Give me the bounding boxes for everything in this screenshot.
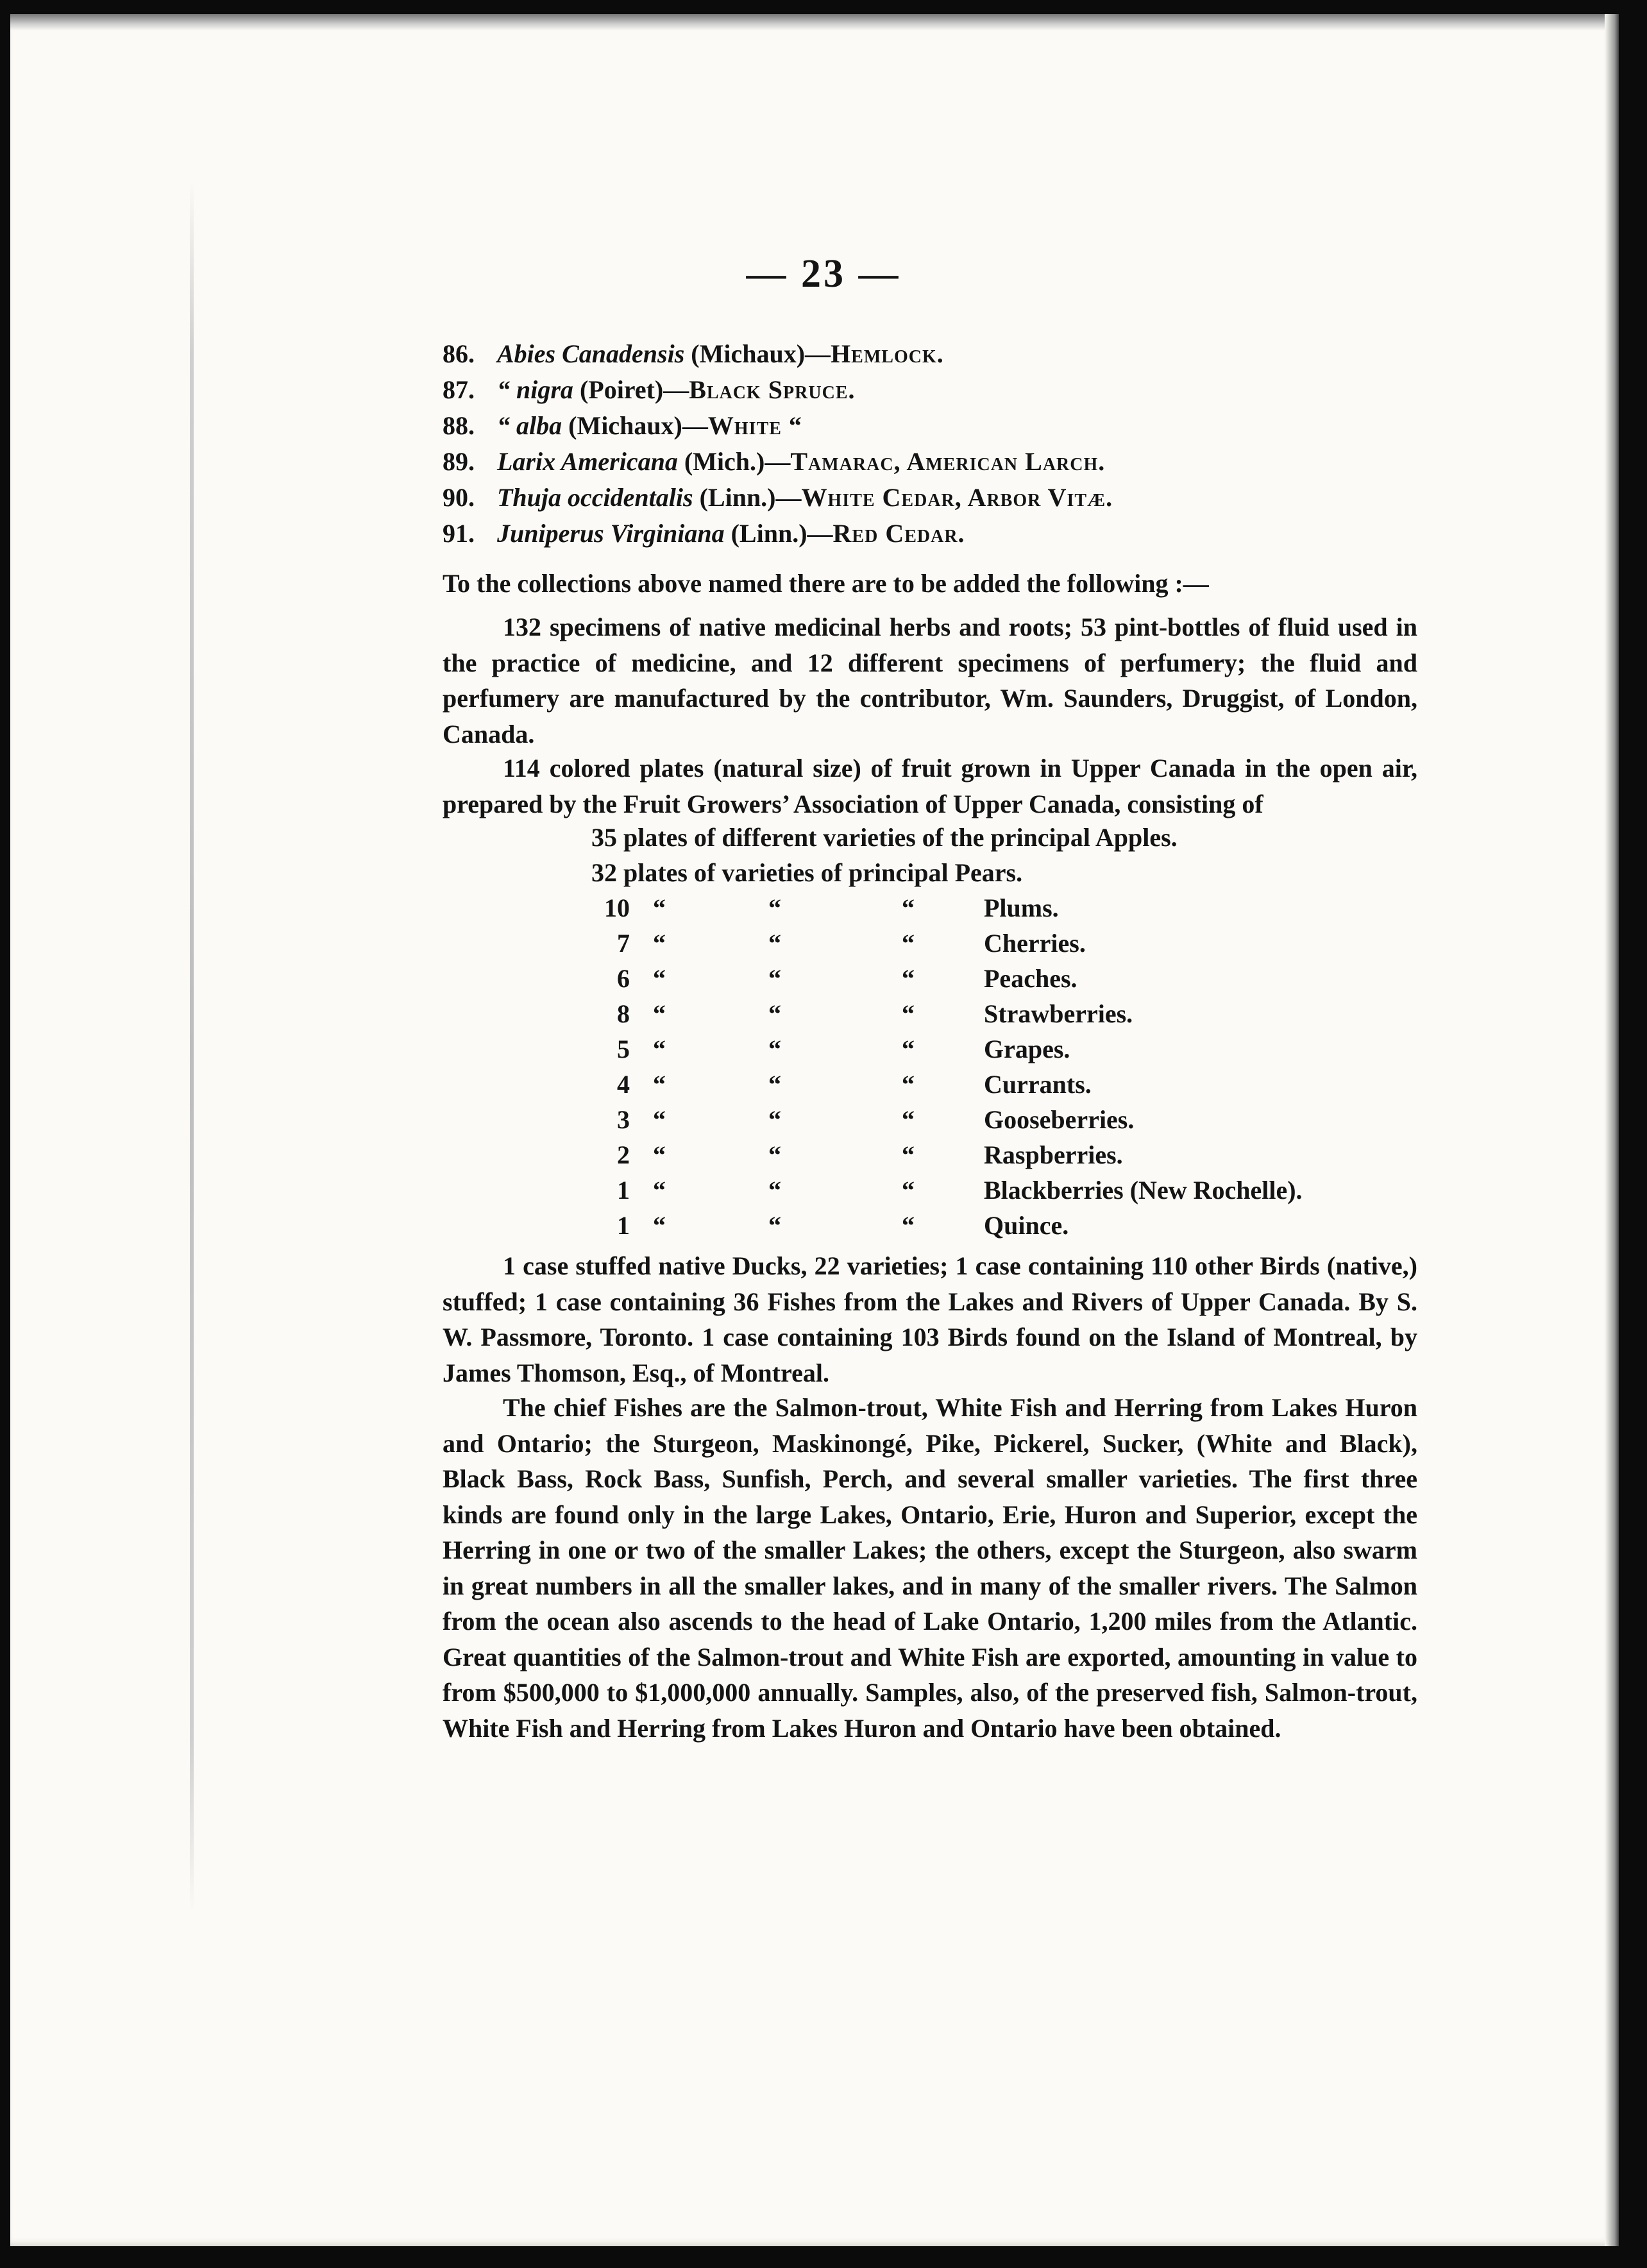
tree-latin-name: Abies Canadensis <box>497 339 685 368</box>
tree-common-name: White Cedar, Arbor Vitæ. <box>801 483 1113 512</box>
ditto-mark: “ <box>902 1211 915 1240</box>
ditto-mark: “ <box>653 893 666 922</box>
tree-entry <box>443 446 1105 477</box>
tree-common-name: Red Cedar. <box>832 519 965 548</box>
plate-count: 3 <box>617 1105 630 1134</box>
plate-fruit: Peaches. <box>984 964 1077 993</box>
tree-latin-name: “ nigra <box>497 375 573 404</box>
tree-latin-name: Thuja occidentalis <box>497 483 693 512</box>
plate-fruit: Blackberries (New Rochelle). <box>984 1176 1303 1205</box>
plate-count: 1 <box>617 1211 630 1240</box>
tree-common-name: Tamarac, American Larch. <box>790 447 1106 476</box>
ditto-mark: “ <box>902 929 915 958</box>
tree-latin-name: “ alba <box>497 411 562 440</box>
ditto-mark: “ <box>653 964 666 993</box>
plate-fruit: Quince. <box>984 1211 1069 1240</box>
tree-authority: (Michaux)— <box>562 411 708 440</box>
fishes-paragraph: The chief Fishes are the Salmon-trout, White Fish and Herring from Lakes Huron and Ontario; the Sturgeon, Maskinongé, Pike, Pickerel, Sucker, (White and Black), Black Bass, Rock Bass, Sunfish, Perch, and several smaller varieties. The first three kinds are found only in the large Lakes, Ontario, Erie, Huron and Superior, except the Herring in one or two of the smaller Lakes; the others, except the Sturgeon, also swarm in great numbers in all the smaller lakes, and in many of the smaller rivers. The Salmon from the ocean also ascends to the head of Lake Ontario, 1,200 miles from the Atlantic. Great quantities of the Salmon-trout and White Fish are exported, amounting in value to from $500,000 to $1,000,000 annually. Samples, also, of the preserved fish, Salmon-trout, White Fish and Herring from Lakes Huron and Ontario have been obtained. <box>443 1393 1417 1743</box>
right-edge-shadow <box>1605 14 1619 2246</box>
plates-pears: 32 plates of varieties of principal Pears. <box>591 858 1023 887</box>
tree-authority: (Poiret)— <box>573 375 689 404</box>
ditto-mark: “ <box>902 999 915 1028</box>
ditto-mark: “ <box>768 893 781 922</box>
ditto-mark: “ <box>653 999 666 1028</box>
ditto-mark: “ <box>768 964 781 993</box>
plate-fruit: Currants. <box>984 1070 1092 1099</box>
ditto-mark: “ <box>653 1105 666 1134</box>
ditto-mark: “ <box>902 964 915 993</box>
binding-mark <box>190 181 194 1913</box>
plate-fruit: Grapes. <box>984 1035 1070 1063</box>
plate-fruit: Raspberries. <box>984 1140 1123 1169</box>
ditto-mark: “ <box>653 1035 666 1063</box>
plate-count: 5 <box>617 1035 630 1063</box>
plate-count: 8 <box>617 999 630 1028</box>
plates-paragraph: 114 colored plates (natural size) of fruit grown in Upper Canada in the open air, prepared by the Fruit Growers’ Association of Upper Canada, consisting of <box>443 754 1417 818</box>
plate-fruit: Cherries. <box>984 929 1086 958</box>
herbs-paragraph: 132 specimens of native medicinal herbs and roots; 53 pint-bottles of fluid used in the practice of medicine, and 12 different specimens of perfumery; the fluid and perfumery are manufactured by the contributor, Wm. Saunders, Druggist, of London, Canada. <box>443 613 1417 749</box>
tree-number: 90. <box>443 483 475 512</box>
ditto-mark: “ <box>902 1176 915 1205</box>
tree-entry <box>443 410 802 441</box>
ditto-mark: “ <box>768 999 781 1028</box>
tree-latin-name: Juniperus Virginiana <box>497 519 725 548</box>
ditto-mark: “ <box>902 1140 915 1169</box>
plate-count: 10 <box>604 893 630 922</box>
tree-number: 86. <box>443 339 475 368</box>
ditto-mark: “ <box>768 1105 781 1134</box>
ditto-mark: “ <box>768 1211 781 1240</box>
tree-authority: (Mich.)— <box>677 447 791 476</box>
plate-count: 7 <box>617 929 630 958</box>
ditto-mark: “ <box>653 1211 666 1240</box>
ditto-mark: “ <box>653 1140 666 1169</box>
plate-fruit: Gooseberries. <box>984 1105 1135 1134</box>
plate-fruit: Plums. <box>984 893 1059 922</box>
plate-count: 1 <box>617 1176 630 1205</box>
tree-authority: (Linn.)— <box>693 483 802 512</box>
ditto-mark: “ <box>768 929 781 958</box>
tree-number: 87. <box>443 375 475 404</box>
plate-count: 2 <box>617 1140 630 1169</box>
ditto-mark: “ <box>768 1176 781 1205</box>
tree-entry <box>443 482 1113 512</box>
ditto-mark: “ <box>768 1070 781 1099</box>
ditto-mark: “ <box>902 1035 915 1063</box>
top-edge-shadow <box>10 14 1619 31</box>
tree-latin-name: Larix Americana <box>497 447 678 476</box>
ditto-mark: “ <box>653 1070 666 1099</box>
plate-count: 6 <box>617 964 630 993</box>
ditto-mark: “ <box>902 1105 915 1134</box>
tree-entry <box>443 339 944 369</box>
page-number: — 23 — <box>746 252 901 296</box>
tree-common-name: White “ <box>707 411 802 440</box>
ditto-mark: “ <box>653 929 666 958</box>
plates-apples: 35 plates of different varieties of the principal Apples. <box>591 823 1178 852</box>
tree-entry <box>443 518 965 548</box>
tree-common-name: Hemlock. <box>831 339 944 368</box>
birds-paragraph: 1 case stuffed native Ducks, 22 varieties; 1 case containing 110 other Birds (native,) stuffed; 1 case containing 36 Fishes from the Lakes and Rivers of Upper Canada. By S. W. Passmore, Toronto. 1 case containing 103 Birds found on the Island of Montreal, by James Thomson, Esq., of Montreal. <box>443 1251 1417 1387</box>
ditto-mark: “ <box>768 1140 781 1169</box>
tree-number: 91. <box>443 519 475 548</box>
ditto-mark: “ <box>768 1035 781 1063</box>
intro-paragraph: To the collections above named there are to be added the following :— <box>443 569 1209 598</box>
tree-number: 88. <box>443 411 475 440</box>
ditto-mark: “ <box>902 1070 915 1099</box>
plate-fruit: Strawberries. <box>984 999 1133 1028</box>
plate-count: 4 <box>617 1070 630 1099</box>
ditto-mark: “ <box>653 1176 666 1205</box>
tree-authority: (Michaux)— <box>684 339 831 368</box>
tree-entry <box>443 375 856 405</box>
tree-number: 89. <box>443 447 475 476</box>
tree-authority: (Linn.)— <box>724 519 833 548</box>
ditto-mark: “ <box>902 893 915 922</box>
tree-common-name: Black Spruce. <box>689 375 856 404</box>
